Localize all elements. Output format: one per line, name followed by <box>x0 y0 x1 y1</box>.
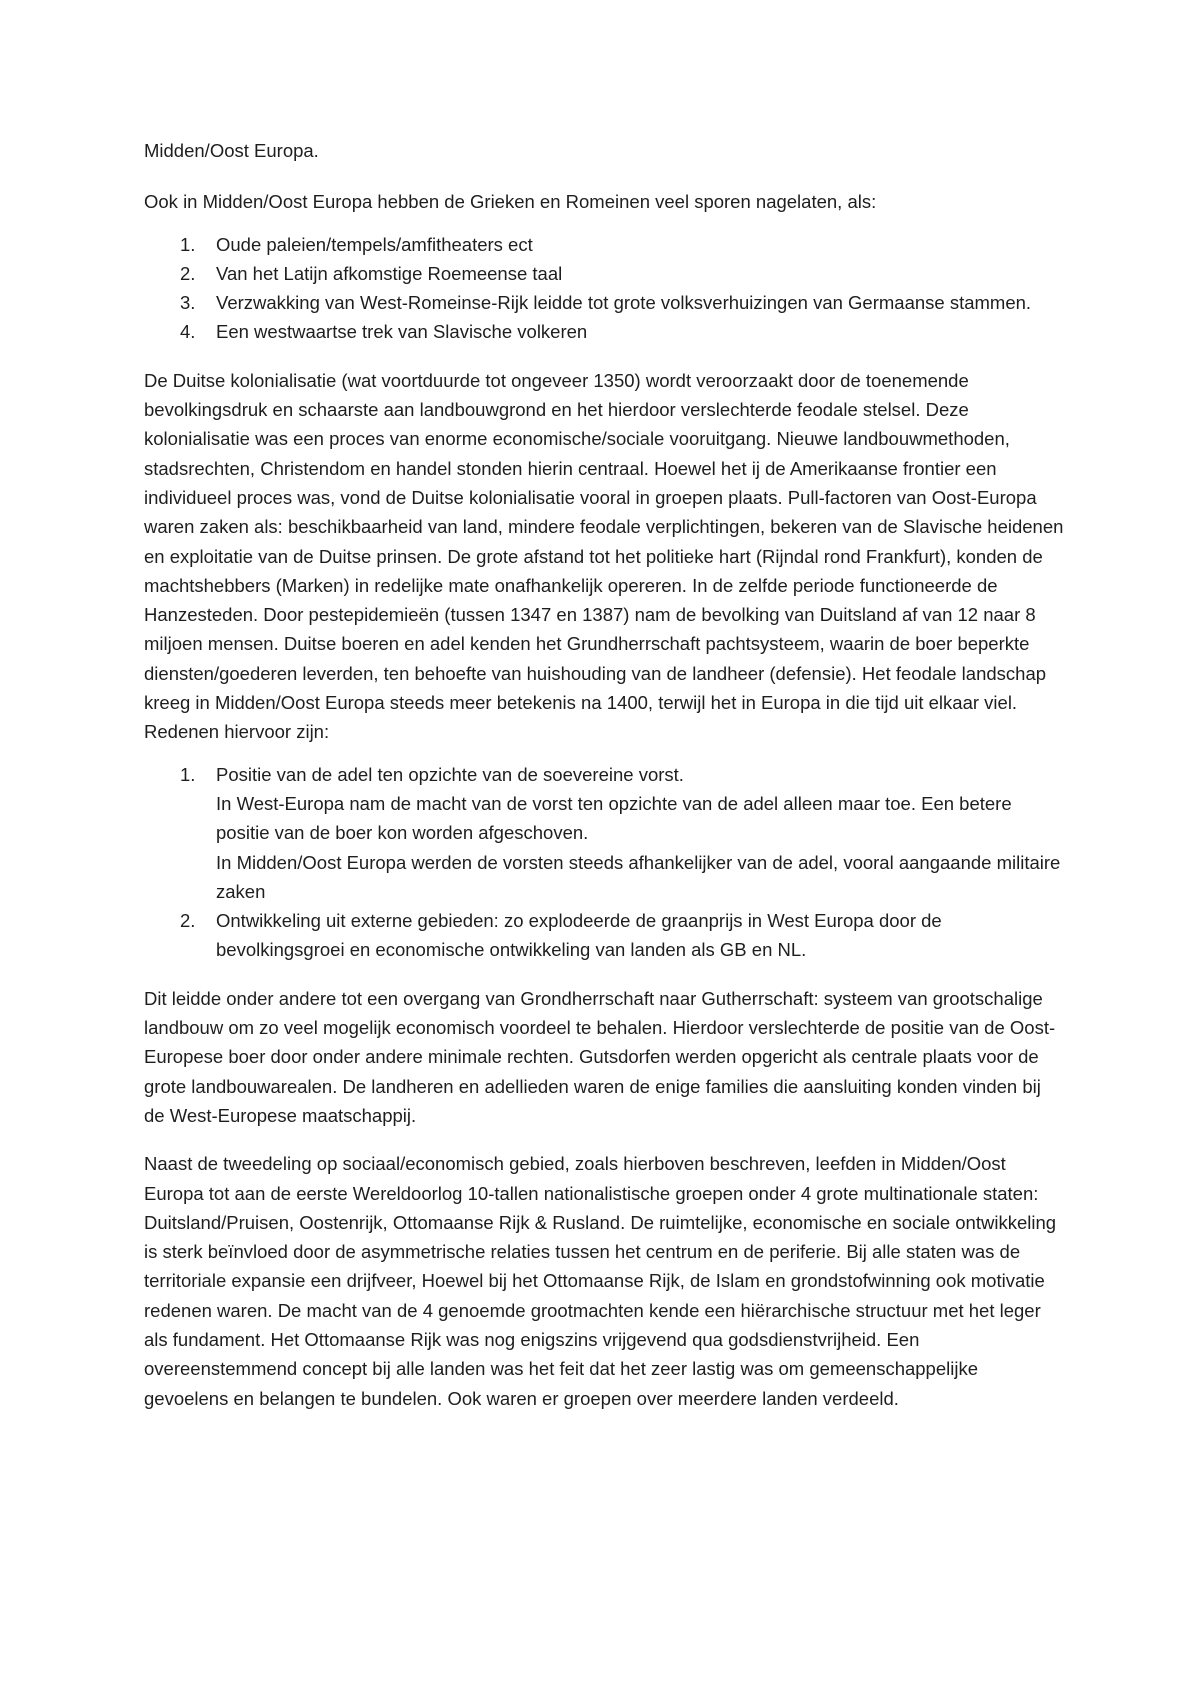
list-item-number: 3. <box>180 292 196 314</box>
gutherrschaft-paragraph: Dit leidde onder andere tot een overgang van Grondherrschaft naar Gutherrschaft: systeem van grootschalige landbouw om zo veel mogelijk economisch voordeel te behalen. Hierdoor verslechterde de positie van de Oost-Europese boer door onder andere minimale rechten. Gutsdorfen werden opgericht als centrale plaats voor de grote landbouwarealen. De landheren en adellieden waren de enige families die aansluiting konden vinden bij de West-Europese maatschappij. <box>144 987 1056 1126</box>
list-item-text: Oude paleien/tempels/amfitheaters ect <box>216 233 533 255</box>
list-item-number: 2. <box>180 910 196 932</box>
remnants-list <box>144 230 1064 347</box>
reasons-list <box>144 760 1064 965</box>
list-item-number: 2. <box>180 262 196 284</box>
document-title: Midden/Oost Europa. <box>144 140 319 161</box>
list-item-text: Positie van de adel ten opzichte van de soevereine vorst. <box>216 763 684 785</box>
list-item <box>144 906 1064 965</box>
list-item-subtext: In West-Europa nam de macht van de vorst ten opzichte van de adel alleen maar toe. Een betere positie van de boer kon worden afgeschoven. <box>216 792 1012 844</box>
list-item <box>144 230 1064 259</box>
list-item-number: 4. <box>180 321 196 343</box>
colonization-paragraph: De Duitse kolonialisatie (wat voortduurde tot ongeveer 1350) wordt veroorzaakt door de toenemende bevolkingsdruk en schaarste aan landbouwgrond en het hierdoor verslechterde feodale stelsel. Deze kolonialisatie was een proces van enorme economische/sociale vooruitgang. Nieuwe landbouwmethoden, stadsrechten, Christendom en handel stonden hierin centraal. Hoewel het ij de Amerikaanse frontier een individueel proces was, vond de Duitse kolonialisatie vooral in groepen plaats. Pull-factoren van Oost-Europa waren zaken als: beschikbaarheid van land, mindere feodale verplichtingen, bekeren van de Slavische heidenen en exploitatie van de Duitse prinsen. De grote afstand tot het politieke hart (Rijndal rond Frankfurt), konden de machtshebbers (Marken) in redelijke mate onafhankelijk opereren. In de zelfde periode functioneerde de Hanzesteden. Door pestepidemieën (tussen 1347 en 1387) nam de bevolking van Duitsland af van 12 naar 8 miljoen mensen. Duitse boeren en adel kenden het Grundherrschaft pachtsysteem, waarin de boer beperkte diensten/goederen leverden, ten behoefte van huishouding van de landheer (defensie). Het feodale landschap kreeg in Midden/Oost Europa steeds meer betekenis na 1400, terwijl het in Europa in die tijd uit elkaar viel. Redenen hiervoor zijn: <box>144 369 1064 743</box>
list-item-text: Verzwakking van West-Romeinse-Rijk leidde tot grote volksverhuizingen van Germaanse stammen. <box>216 292 1032 314</box>
list-item <box>144 259 1064 288</box>
list-item <box>144 760 1064 906</box>
list-item-number: 1. <box>180 233 196 255</box>
list-item-text: Van het Latijn afkomstige Roemeense taal <box>216 262 563 284</box>
list-item-number: 1. <box>180 763 196 785</box>
list-item-text: Een westwaartse trek van Slavische volkeren <box>216 321 588 343</box>
multinational-states-paragraph: Naast de tweedeling op sociaal/economisch gebied, zoals hierboven beschreven, leefden in Midden/Oost Europa tot aan de eerste Wereldoorlog 10-tallen nationalistische groepen onder 4 grote multinationale staten: Duitsland/Pruisen, Oostenrijk, Ottomaanse Rijk & Rusland. De ruimtelijke, economische en sociale ontwikkeling is sterk beïnvloed door de asymmetrische relaties tussen het centrum en de periferie. Bij alle staten was de territoriale expansie een drijfveer, Hoewel bij het Ottomaanse Rijk, de Islam en grondstofwinning ook motivatie redenen waren. De macht van de 4 genoemde grootmachten kende een hiërarchische structuur met het leger als fundament. Het Ottomaanse Rijk was nog enigszins vrijgevend qua godsdienstvrijheid. Een overeenstemmend concept bij alle landen was het feit dat het zeer lastig was om gemeenschappelijke gevoelens en belangen te bundelen. Ook waren er groepen over meerdere landen verdeeld. <box>144 1153 1057 1409</box>
list-item-text: Ontwikkeling uit externe gebieden: zo explodeerde de graanprijs in West Europa door de bevolkingsgroei en economische ontwikkeling van landen als GB en NL. <box>216 910 942 961</box>
list-item <box>144 317 1064 346</box>
document-page <box>144 136 1064 1432</box>
list-item-subtext: In Midden/Oost Europa werden de vorsten steeds afhankelijker van de adel, vooral aangaande militaire zaken <box>216 851 1061 902</box>
intro-paragraph: Ook in Midden/Oost Europa hebben de Grieken en Romeinen veel sporen nagelaten, als: <box>144 191 877 213</box>
list-item <box>144 288 1064 317</box>
